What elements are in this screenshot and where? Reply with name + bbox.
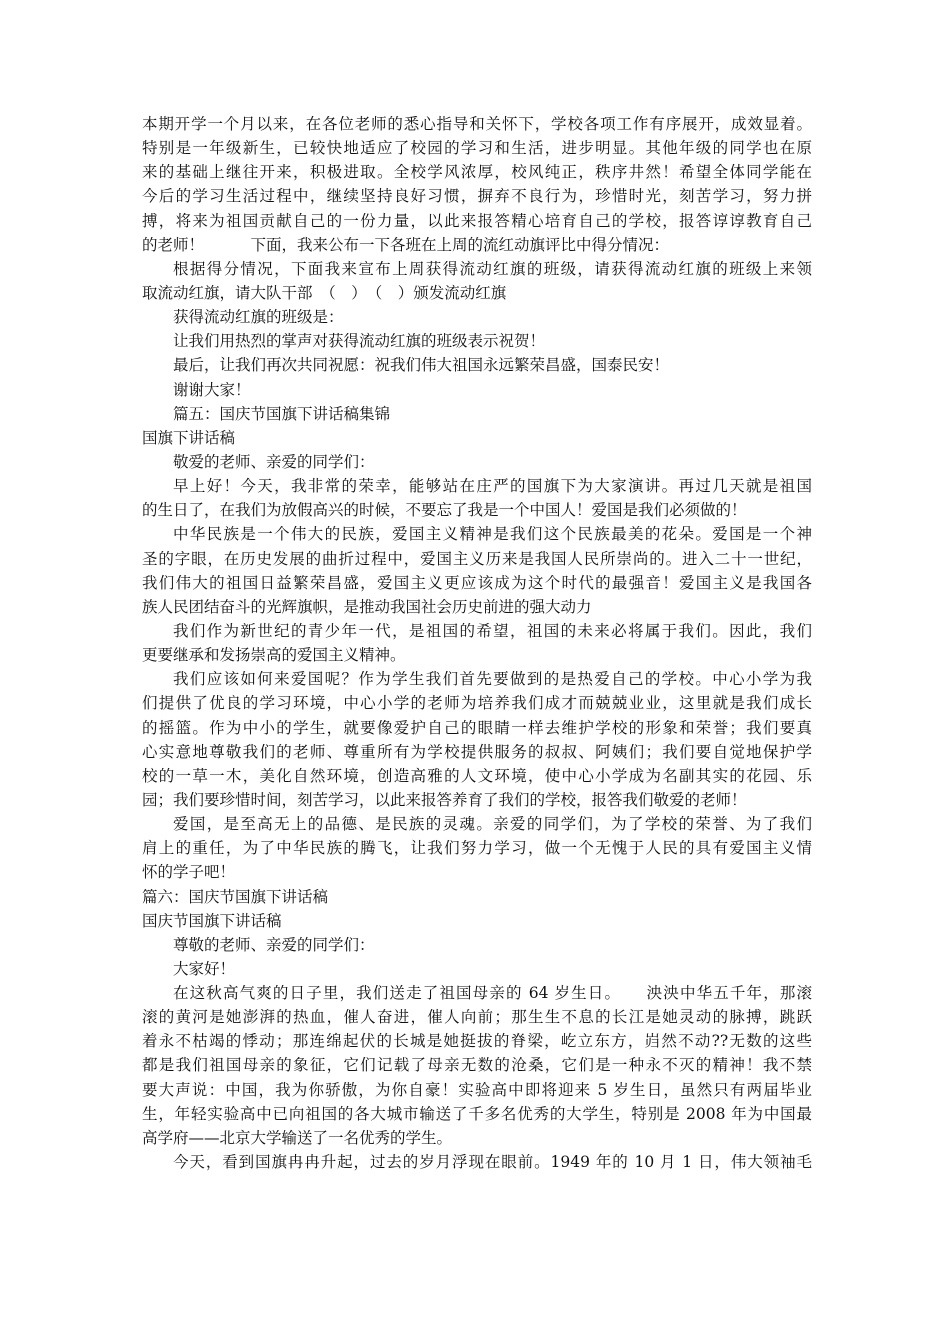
text-line: 来的基础上继往开来，积极进取。全校学风浓厚，校风纯正，秩序井然！希望全体同学能在 xyxy=(142,163,812,182)
text-line: 早上好！今天，我非常的荣幸，能够站在庄严的国旗下为大家演讲。再过几天就是祖国 xyxy=(173,477,812,496)
text-line: 国旗下讲话稿 xyxy=(142,428,236,447)
text-line: 我们伟大的祖国日益繁荣昌盛，爱国主义更应该成为这个时代的最强音！爱国主义是我国各 xyxy=(142,573,812,592)
text-line: 校的一草一木，美化自然环境，创造高雅的人文环境，使中心小学成为名副其实的花园、乐 xyxy=(142,766,812,785)
text-line: 要大声说：中国，我为你骄傲，为你自豪！实验高中即将迎来 5 岁生日，虽然只有两届毕业 xyxy=(142,1080,812,1099)
text-line: 心实意地尊敬我们的老师、尊重所有为学校提供服务的叔叔、阿姨们；我们要自觉地保护学 xyxy=(142,742,812,761)
text-line: 的老师！ 下面，我来公布一下各班在上周的流红动旗评比中得分情况： xyxy=(142,235,670,254)
text-line: 尊敬的老师、亲爱的同学们： xyxy=(173,935,375,954)
text-line: 中华民族是一个伟大的民族，爱国主义精神是我们这个民族最美的花朵。爱国是一个神 xyxy=(173,525,812,544)
text-line: 今天，看到国旗冉冉升起，过去的岁月浮现在眼前。1949 年的 10 月 1 日，伟大领袖毛 xyxy=(173,1153,812,1172)
text-line: 最后，让我们再次共同祝愿：祝我们伟大祖国永远繁荣昌盛，国泰民安！ xyxy=(173,356,670,375)
text-line: 圣的字眼，在历史发展的曲折过程中，爱国主义历来是我国人民所崇尚的。进入二十一世纪， xyxy=(142,549,812,568)
text-line: 根据得分情况，下面我来宣布上周获得流动红旗的班级，请获得流动红旗的班级上来领 xyxy=(173,259,812,278)
text-line: 滚的黄河是她澎湃的热血，催人奋进，催人向前；那生生不息的长江是她灵动的脉搏，跳跃 xyxy=(142,1008,812,1027)
text-line: 篇五：国庆节国旗下讲话稿集锦 xyxy=(173,404,391,423)
text-line: 在这秋高气爽的日子里，我们送走了祖国母亲的 64 岁生日。 泱泱中华五千年，那滚 xyxy=(173,984,812,1003)
text-line: 我们应该如何来爱国呢？作为学生我们首先要做到的是热爱自己的学校。中心小学为我 xyxy=(173,670,812,689)
text-line: 高学府——北京大学输送了一名优秀的学生。 xyxy=(142,1128,453,1147)
text-line: 更要继承和发扬崇高的爱国主义精神。 xyxy=(142,646,406,665)
text-line: 今后的学习生活过程中，继续坚持良好习惯，摒弃不良行为，珍惜时光，刻苦学习，努力拼 xyxy=(142,187,812,206)
text-line: 的摇篮。作为中小的学生，就要像爱护自己的眼睛一样去维护学校的形象和荣誉；我们要真 xyxy=(142,718,812,737)
text-line: 国庆节国旗下讲话稿 xyxy=(142,911,282,930)
text-line: 我们作为新世纪的青少年一代，是祖国的希望，祖国的未来必将属于我们。因此，我们 xyxy=(173,621,812,640)
text-line: 们提供了优良的学习环境，中心小学的老师为培养我们成才而兢兢业业，这里就是我们成长 xyxy=(142,694,812,713)
text-line: 谢谢大家！ xyxy=(173,380,251,399)
document-page xyxy=(142,112,812,1174)
text-line: 的生日了，在我们为放假高兴的时候，不要忘了我是一个中国人！爱国是我们必须做的！ xyxy=(142,501,747,520)
text-line: 获得流动红旗的班级是： xyxy=(173,308,344,327)
text-line: 特别是一年级新生，已较快地适应了校园的学习和生活，进步明显。其他年级的同学也在原 xyxy=(142,139,812,158)
text-line: 取流动红旗，请大队干部 （ ） （ ）颁发流动红旗 xyxy=(142,283,507,302)
text-line: 搏，将来为祖国贡献自己的一份力量，以此来报答精心培育自己的学校，报答谆谆教育自己 xyxy=(142,211,812,230)
text-line: 大家好！ xyxy=(173,959,236,978)
text-line: 爱国，是至高无上的品德、是民族的灵魂。亲爱的同学们，为了学校的荣誉、为了我们 xyxy=(173,815,812,834)
text-line: 本期开学一个月以来，在各位老师的悉心指导和关怀下，学校各项工作有序展开，成效显着。 xyxy=(142,115,812,133)
text-line: 敬爱的老师、亲爱的同学们： xyxy=(173,452,375,471)
text-line: 都是我们祖国母亲的象征，它们记载了母亲无数的沧桑，它们是一种永不灭的精神！我不禁 xyxy=(142,1056,812,1075)
text-line: 篇六：国庆节国旗下讲话稿 xyxy=(142,887,329,906)
text-line: 肩上的重任，为了中华民族的腾飞，让我们努力学习，做一个无愧于人民的具有爱国主义情 xyxy=(142,839,812,858)
text-line: 族人民团结奋斗的光辉旗帜，是推动我国社会历史前进的强大动力 xyxy=(142,597,592,616)
text-line: 着永不枯竭的悸动；那连绵起伏的长城是她挺拔的脊梁，屹立东方，岿然不动??无数的这些 xyxy=(142,1032,812,1051)
text-line: 让我们用热烈的掌声对获得流动红旗的班级表示祝贺！ xyxy=(173,332,546,351)
text-line: 生，年轻实验高中已向祖国的各大城市输送了千多名优秀的大学生，特别是 2008 年为中国最 xyxy=(142,1104,812,1123)
text-line: 怀的学子吧！ xyxy=(142,863,236,882)
text-line: 园；我们要珍惜时间，刻苦学习，以此来报答养育了我们的学校，报答我们敬爱的老师！ xyxy=(142,790,747,809)
